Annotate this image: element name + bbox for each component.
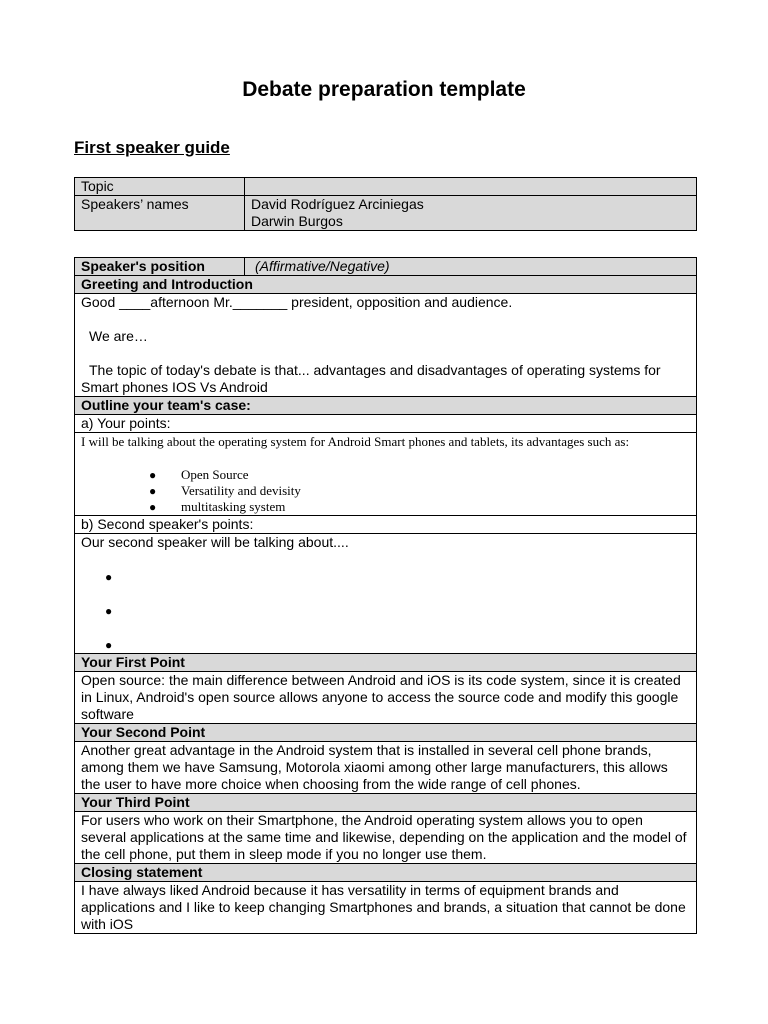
topic-label: Topic [75, 178, 245, 196]
your-points-intro: I will be talking about the operating system for Android Smart phones and tablets, its advantages such as: [81, 434, 630, 449]
list-item [81, 619, 690, 653]
greeting-heading: Greeting and Introduction [75, 276, 697, 294]
first-point-heading: Your First Point [75, 654, 697, 672]
topic-row [75, 178, 697, 196]
third-point-heading: Your Third Point [75, 794, 697, 812]
topic-table [74, 177, 697, 231]
first-point-text: Open source: the main difference between Android and iOS is its code system, since it is created in Linux, Android's open source allows anyone to access the source code and modify this google software [75, 672, 697, 724]
bullet-icon: ● [149, 468, 157, 482]
page-title: Debate preparation template [242, 78, 526, 101]
list-item: ● multitasking system [149, 499, 286, 514]
list-item [81, 585, 690, 619]
greeting-line: The topic of today's debate is that... advantages and disadvantages of operating systems for Smart phones IOS Vs Android [81, 362, 661, 395]
second-points-intro: Our second speaker will be talking about.... [81, 534, 349, 550]
speaker-name: Darwin Burgos [251, 213, 343, 229]
bullet-icon: ● [149, 484, 157, 498]
list-item [81, 551, 690, 585]
topic-value [245, 178, 697, 196]
bullet-icon: ● [105, 638, 113, 652]
greeting-body [75, 294, 697, 397]
third-point-text: For users who work on their Smartphone, the Android operating system allows you to open several applications at the same time and likewise, depending on the application and the model of the cell phone, put them in sleep mode if you no longer use them. [75, 812, 697, 864]
main-table [74, 257, 697, 934]
greeting-line: We are… [89, 328, 148, 344]
list-item: ● Open Source [149, 467, 249, 482]
bullet-icon: ● [149, 500, 157, 514]
greeting-line: Good ____afternoon Mr._______ president, opposition and audience. [81, 294, 513, 310]
position-label: Speaker's position [75, 258, 245, 276]
second-point-heading: Your Second Point [75, 724, 697, 742]
second-points-list [81, 551, 690, 653]
your-points-list [81, 467, 690, 515]
position-value: (Affirmative/Negative) [245, 258, 697, 276]
closing-heading: Closing statement [75, 864, 697, 882]
speakers-label: Speakers’ names [75, 196, 245, 231]
second-point-text: Another great advantage in the Android system that is installed in several cell phone brands, among them we have Samsung, Motorola xiaomi among other large manufacturers, this allows the user to have more choice when choosing from the wide range of cell phones. [75, 742, 697, 794]
your-points-body [75, 433, 697, 516]
bullet-icon: ● [105, 604, 113, 618]
list-item: ● Versatility and devisity [149, 483, 301, 498]
second-points-body [75, 534, 697, 654]
speaker-name: David Rodríguez Arciniegas [251, 196, 424, 212]
section-title: First speaker guide [74, 138, 230, 157]
your-points-label: a) Your points: [75, 415, 697, 433]
bullet-icon: ● [105, 570, 113, 584]
outline-heading: Outline your team's case: [75, 397, 697, 415]
closing-text: I have always liked Android because it has versatility in terms of equipment brands and applications and I like to keep changing Smartphones and brands, a situation that cannot be done with iOS [75, 882, 697, 934]
speakers-row [75, 196, 697, 231]
second-points-label: b) Second speaker's points: [75, 516, 697, 534]
position-row [75, 258, 697, 276]
speakers-value [245, 196, 697, 231]
